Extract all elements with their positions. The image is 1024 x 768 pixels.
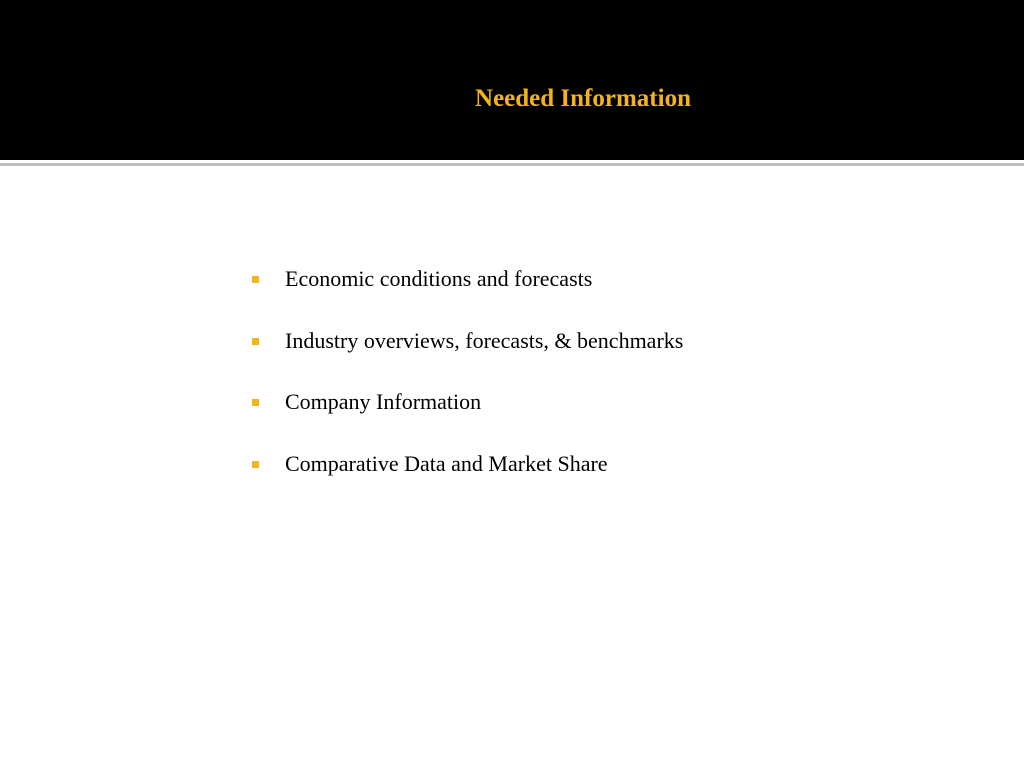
- title-divider-line: [0, 163, 1024, 166]
- square-bullet-icon: [252, 276, 259, 283]
- title-band: [0, 0, 1024, 160]
- square-bullet-icon: [252, 461, 259, 468]
- bullet-text: Economic conditions and forecasts: [285, 266, 593, 291]
- bullet-text: Company Information: [285, 389, 482, 414]
- bullet-text: Comparative Data and Market Share: [285, 450, 608, 476]
- square-bullet-icon: [252, 399, 259, 406]
- square-bullet-icon: [252, 338, 259, 345]
- slide-title: Needed Information: [475, 85, 691, 112]
- bullet-text: Industry overviews, forecasts, & benchmarks: [285, 327, 684, 353]
